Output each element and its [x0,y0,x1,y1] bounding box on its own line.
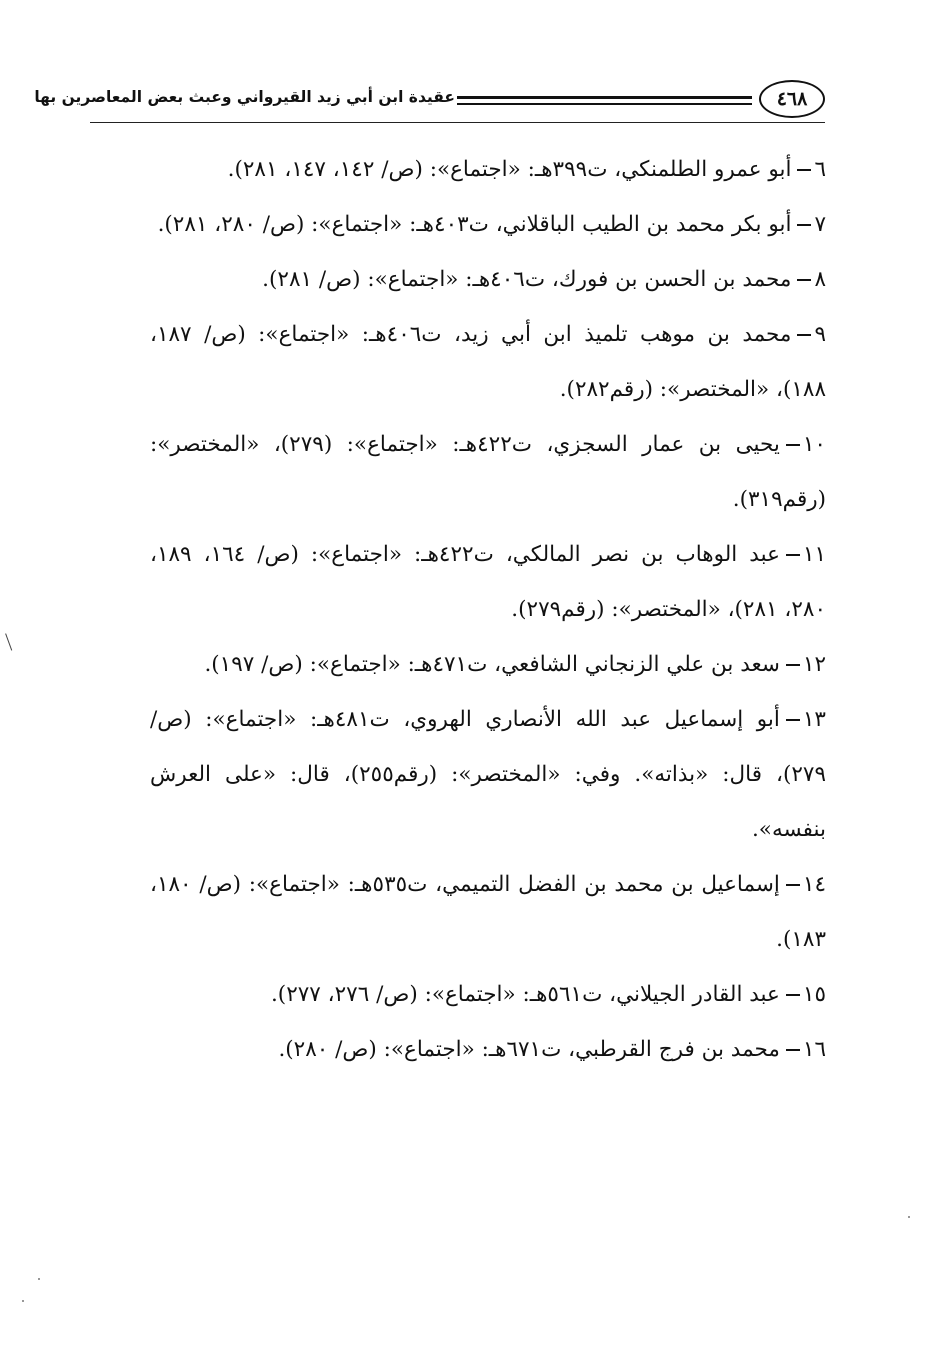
list-item [150,857,826,967]
entry-number: ١٦ [802,1037,826,1062]
list-item [150,1022,826,1077]
entry-number: ٦ [814,157,826,182]
entry-text: يحيى بن عمار السجزي، ت٤٢٢هـ: «اجتماع»: (٢٧٩)، «المختصر»: (رقم٣١٩). [150,432,826,512]
dash-mark [786,444,800,446]
scan-mark [5,631,18,650]
list-item [150,252,826,307]
entry-number: ١٠ [802,432,826,457]
entry-text: محمد بن الحسن بن فورك، ت٤٠٦هـ: «اجتماع»: (ص/ ٢٨١). [262,267,792,292]
scan-speck [908,1216,910,1218]
list-item [150,142,826,197]
list-item [150,637,826,692]
entry-text: إسماعيل بن محمد بن الفضل التميمي، ت٥٣٥هـ: «اجتماع»: (ص/ ١٨٠، ١٨٣). [150,872,826,952]
list-item [150,527,826,637]
entry-number: ١٥ [802,982,826,1007]
entry-number: ١٣ [802,707,826,732]
entry-text: أبو بكر محمد بن الطيب الباقلاني، ت٤٠٣هـ: «اجتماع»: (ص/ ٢٨٠، ٢٨١). [157,212,792,237]
dash-mark [786,994,800,996]
dash-mark [797,279,811,281]
list-item [150,692,826,857]
entry-number: ١٤ [802,872,827,897]
dash-mark [786,1049,800,1051]
dash-mark [786,664,800,666]
entry-number: ٩ [814,322,826,347]
dash-mark [786,554,800,556]
list-item [150,307,826,417]
entry-text: سعد بن علي الزنجاني الشافعي، ت٤٧١هـ: «اجتماع»: (ص/ ١٩٧). [204,652,780,677]
entry-text: أبو إسماعيل عبد الله الأنصاري الهروي، ت٤٨١هـ: «اجتماع»: (ص/ ٢٧٩)، قال: «بذاته». وفي: «المختصر»: (رقم٢٥٥)، قال: «على العرش بنفسه». [150,707,826,842]
scan-speck [38,1278,40,1280]
page-number: ٤٦٨ [759,80,825,118]
header-divider [90,122,825,123]
entry-number: ١٢ [802,652,826,677]
list-item [150,197,826,252]
dash-mark [797,334,811,336]
dash-mark [797,224,811,226]
list-item [150,967,826,1022]
entry-text: عبد القادر الجيلاني، ت٥٦١هـ: «اجتماع»: (ص/ ٢٧٦، ٢٧٧). [270,982,780,1007]
page-header [34,78,825,134]
entries-list [150,142,826,1077]
dash-mark [797,169,811,171]
entry-number: ١١ [802,542,827,567]
scan-speck [22,1300,24,1302]
entry-number: ٧ [814,212,826,237]
entry-text: محمد بن موهب تلميذ ابن أبي زيد، ت٤٠٦هـ: «اجتماع»: (ص/ ١٨٧، ١٨٨)، «المختصر»: (رقم٢٨٢). [150,322,826,402]
entry-text: عبد الوهاب بن نصر المالكي، ت٤٢٢هـ: «اجتماع»: (ص/ ١٦٤، ١٨٩، ٢٨٠، ٢٨١)، «المختصر»: (رقم٢٧٩). [150,542,826,622]
dash-mark [786,884,800,886]
running-title: عقيدة ابن أبي زيد القيرواني وعبث بعض المعاصرين بها [34,88,455,106]
entry-text: محمد بن فرج القرطبي، ت٦٧١هـ: «اجتماع»: (ص/ ٢٨٠). [278,1037,780,1062]
dash-mark [786,719,800,721]
entry-text: أبو عمرو الطلمنكي، ت٣٩٩هـ: «اجتماع»: (ص/ ١٤٢، ١٤٧، ٢٨١). [227,157,792,182]
entry-number: ٨ [814,267,826,292]
list-item [150,417,826,527]
header-double-rule [457,96,752,105]
